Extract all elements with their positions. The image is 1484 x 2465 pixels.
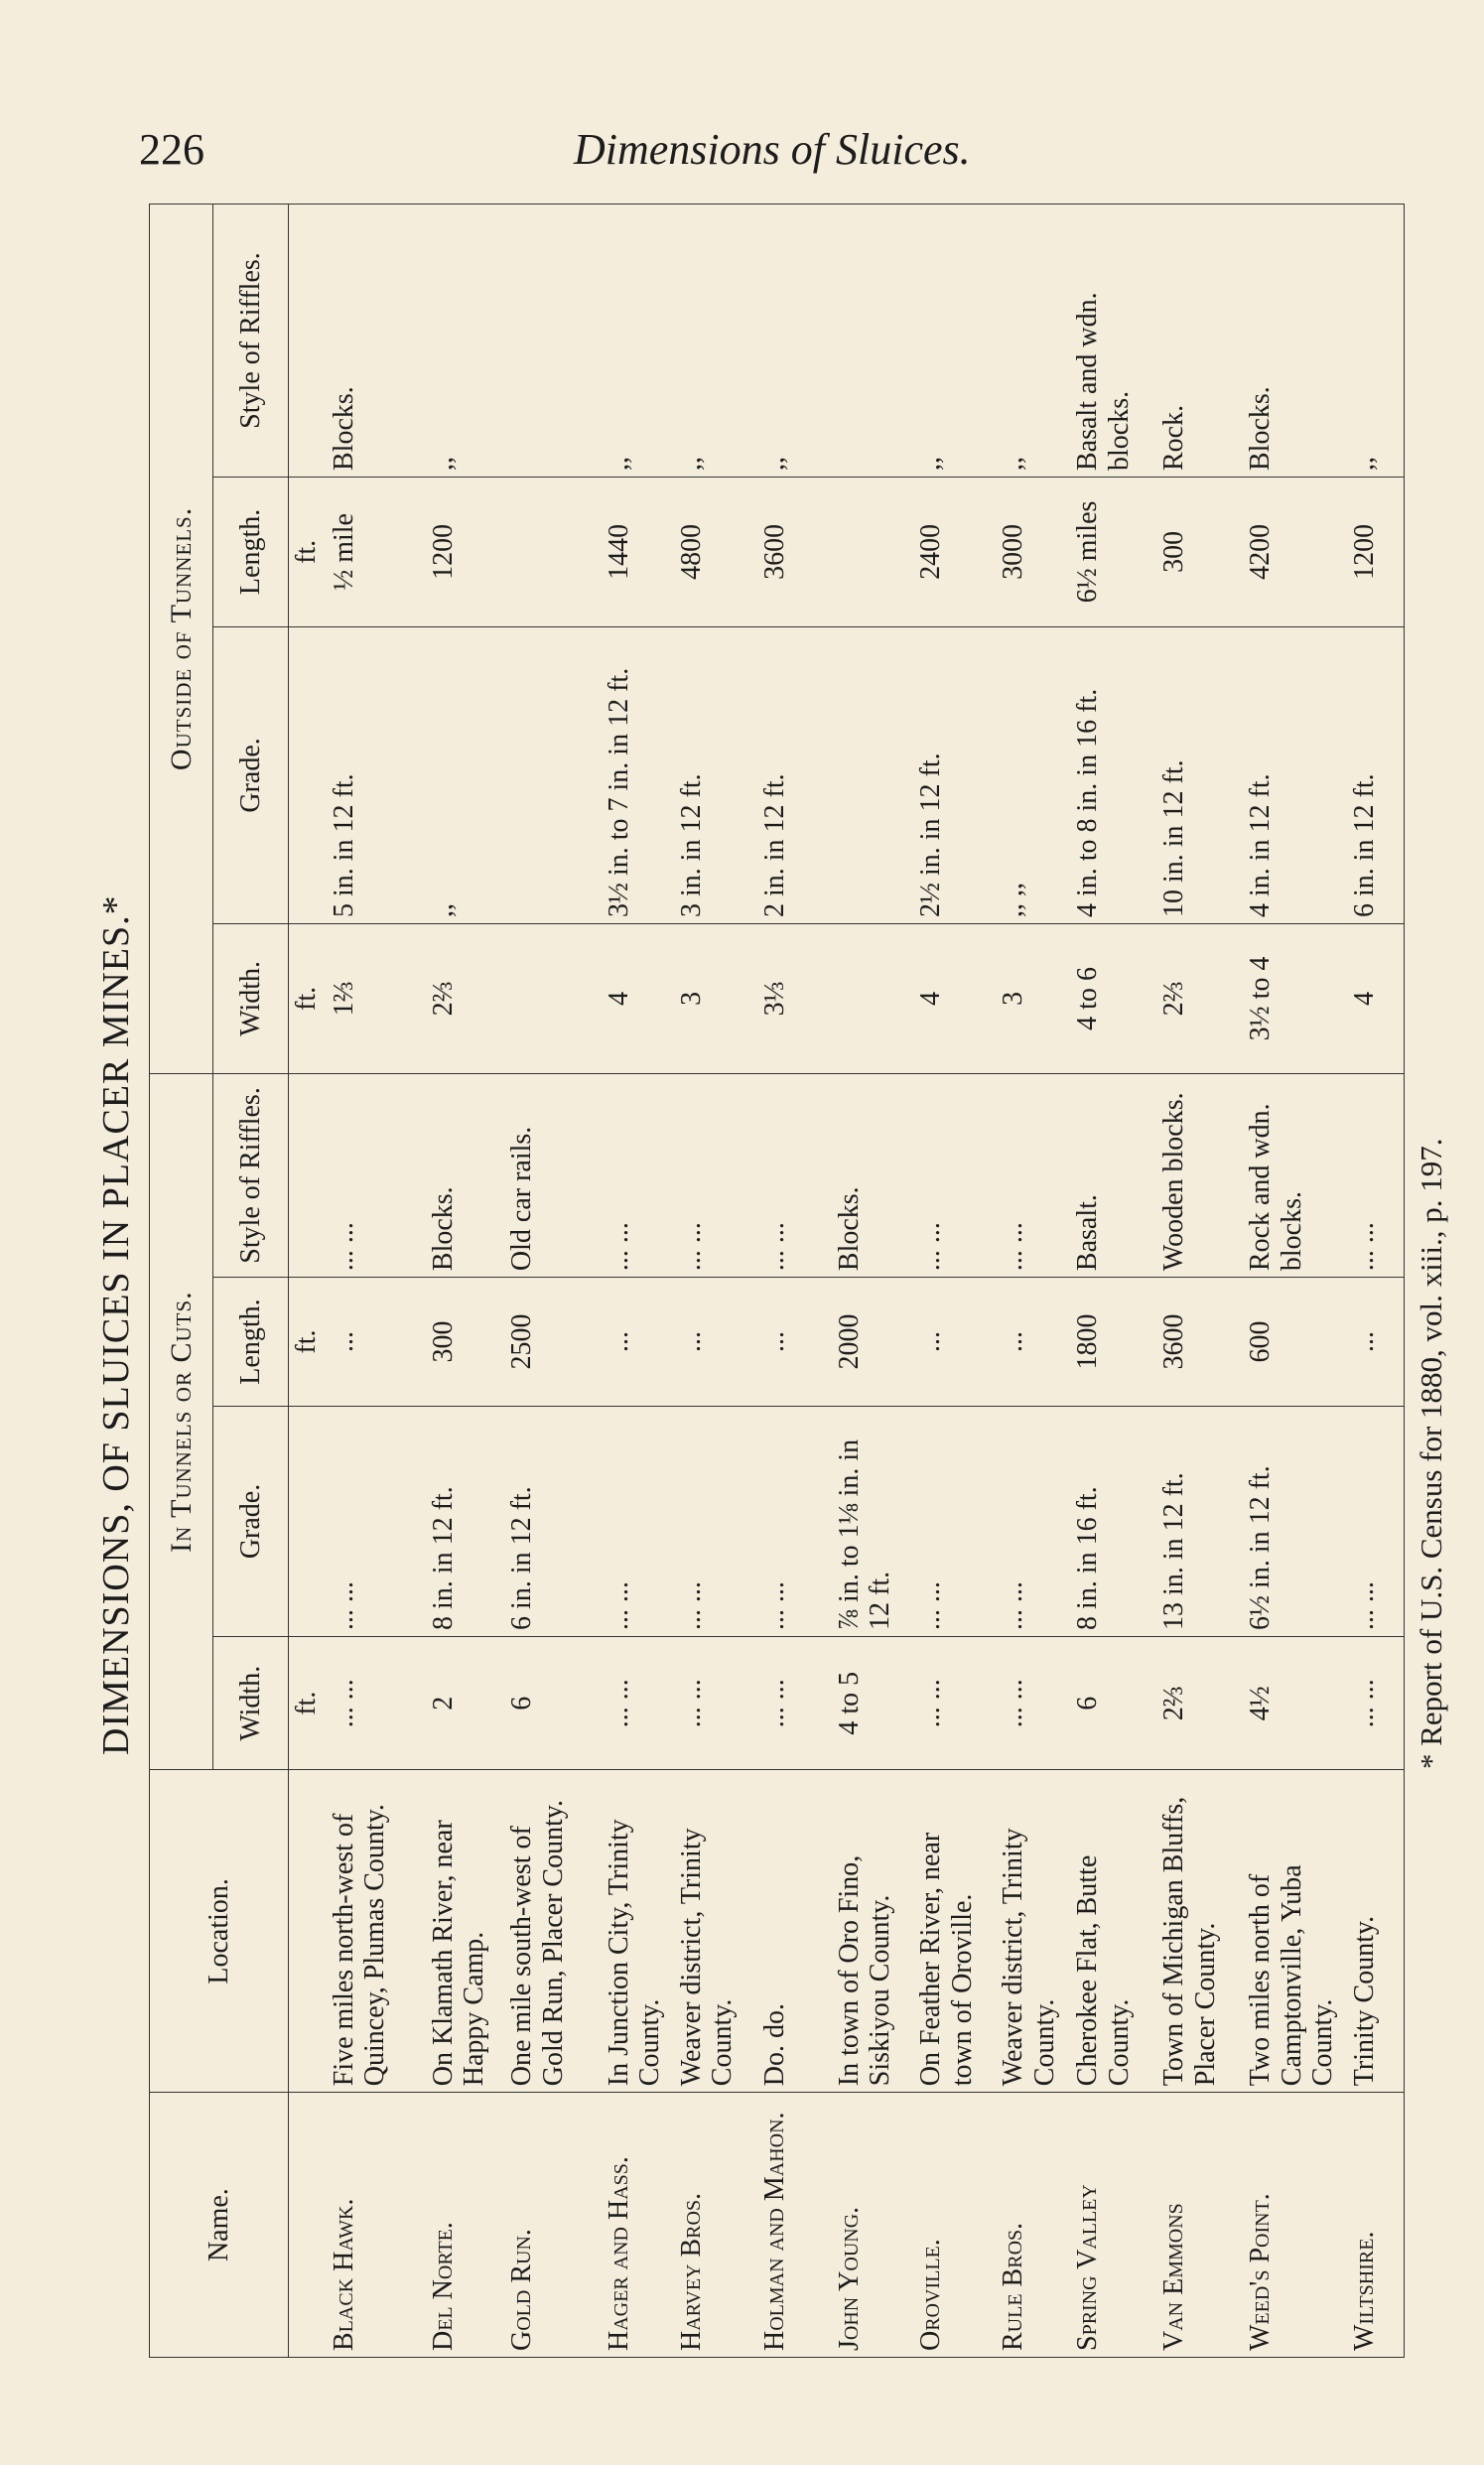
cell-location: Do. do.: [757, 1770, 832, 2093]
cell-name: John Young.: [832, 2093, 914, 2358]
cell-in-grade: ... ...: [674, 1406, 757, 1636]
cell-location: Weaver district, Trinity County.: [996, 1770, 1070, 2093]
cell-out-length: 1440: [602, 478, 674, 627]
cell-out-style: Blocks.: [1243, 205, 1347, 478]
cell-name: Rule Bros.: [996, 2093, 1070, 2358]
cell-in-grade: 8 in. in 16 ft.: [1070, 1406, 1156, 1636]
unit-empty: [289, 1073, 327, 1277]
cell-out-length: 300: [1156, 478, 1243, 627]
cell-in-length: 300: [426, 1278, 504, 1407]
cell-in-style: Blocks.: [426, 1073, 504, 1277]
cell-location: On Klamath River, near Happy Camp.: [426, 1770, 504, 2093]
header-out-length: Length.: [213, 478, 289, 627]
cell-in-width: ... ...: [327, 1636, 426, 1770]
units-row: [289, 205, 327, 2358]
cell-in-width: 4 to 5: [832, 1636, 914, 1770]
cell-in-style: ... ...: [757, 1073, 832, 1277]
cell-in-grade: ... ...: [996, 1406, 1070, 1636]
header-group-in-tunnels: In Tunnels or Cuts.: [150, 1073, 213, 1770]
unit-ft: ft.: [289, 478, 327, 627]
cell-out-style: ,,: [757, 205, 832, 478]
cell-out-width: 4: [602, 924, 674, 1074]
cell-out-length: 4200: [1243, 478, 1347, 627]
cell-in-length: ...: [996, 1278, 1070, 1407]
cell-in-width: ... ...: [996, 1636, 1070, 1770]
cell-in-grade: ... ...: [913, 1406, 996, 1636]
cell-in-grade: 8 in. in 12 ft.: [426, 1406, 504, 1636]
cell-out-grade: 3½ in. to 7 in. in 12 ft.: [602, 626, 674, 923]
cell-in-style: Basalt.: [1070, 1073, 1156, 1277]
cell-in-grade: ... ...: [602, 1406, 674, 1636]
cell-location: Town of Michigan Bluffs, Placer County.: [1156, 1770, 1243, 2093]
cell-out-style: ,,: [996, 205, 1070, 478]
cell-in-length: ...: [674, 1278, 757, 1407]
table-row: [426, 205, 504, 2358]
cell-out-width: 2⅔: [426, 924, 504, 1074]
header-in-length: Length.: [213, 1278, 289, 1407]
cell-in-style: ... ...: [674, 1073, 757, 1277]
cell-in-grade: ⅞ in. to 1⅛ in. in 12 ft.: [832, 1406, 914, 1636]
table-row: [832, 205, 914, 2358]
table-caption: DIMENSIONS, OF SLUICES IN PLACER MINES.*: [95, 894, 137, 1755]
cell-out-width: 3⅓: [757, 924, 832, 1074]
cell-out-length: 1200: [426, 478, 504, 627]
unit-empty: [289, 2093, 327, 2358]
cell-location: One mile south-west of Gold Run, Placer County.: [504, 1770, 602, 2093]
cell-in-width: ... ...: [602, 1636, 674, 1770]
cell-in-length: 1800: [1070, 1278, 1156, 1407]
running-head: Dimensions of Sluices.: [574, 125, 971, 174]
footnote: * Report of U.S. Census for 1880, vol. xiii., p. 197.: [1414, 1138, 1448, 1769]
cell-location: In Junction City, Trinity County.: [602, 1770, 674, 2093]
cell-name: Harvey Bros.: [674, 2093, 757, 2358]
cell-out-grade: [832, 626, 914, 923]
unit-empty: [289, 1406, 327, 1636]
cell-out-length: 3600: [757, 478, 832, 627]
cell-in-width: ... ...: [757, 1636, 832, 1770]
cell-name: Oroville.: [913, 2093, 996, 2358]
cell-location: Trinity County.: [1347, 1770, 1404, 2093]
cell-in-width: 2⅔: [1156, 1636, 1243, 1770]
cell-out-width: 3: [674, 924, 757, 1074]
table-row: [602, 205, 674, 2358]
cell-in-length: ...: [1347, 1278, 1404, 1407]
cell-out-width: 4 to 6: [1070, 924, 1156, 1074]
cell-in-width: ... ...: [674, 1636, 757, 1770]
cell-in-style: ... ...: [327, 1073, 426, 1277]
cell-in-length: 3600: [1156, 1278, 1243, 1407]
table-row: [327, 205, 426, 2358]
unit-ft: ft.: [289, 924, 327, 1074]
page-number: 226: [139, 125, 204, 174]
cell-in-length: 2000: [832, 1278, 914, 1407]
table-row: [504, 205, 602, 2358]
cell-in-grade: ... ...: [327, 1406, 426, 1636]
cell-in-width: 2: [426, 1636, 504, 1770]
cell-in-length: 2500: [504, 1278, 602, 1407]
header-in-style: Style of Riffles.: [213, 1073, 289, 1277]
cell-in-length: 600: [1243, 1278, 1347, 1407]
cell-out-length: 3000: [996, 478, 1070, 627]
unit-empty: [289, 1770, 327, 2093]
cell-location: Cherokee Flat, Butte County.: [1070, 1770, 1156, 2093]
unit-ft: ft.: [289, 1278, 327, 1407]
cell-name: Holman and Mahon.: [757, 2093, 832, 2358]
cell-out-grade: 10 in. in 12 ft.: [1156, 626, 1243, 923]
table-row: [1070, 205, 1156, 2358]
cell-in-width: 6: [504, 1636, 602, 1770]
cell-in-length: ...: [757, 1278, 832, 1407]
cell-out-style: ,,: [602, 205, 674, 478]
sluice-dimensions-table: [149, 204, 1405, 2358]
cell-name: Van Emmons: [1156, 2093, 1243, 2358]
cell-out-width: 1⅔: [327, 924, 426, 1074]
cell-location: On Feather River, near town of Oroville.: [913, 1770, 996, 2093]
cell-in-style: Wooden blocks.: [1156, 1073, 1243, 1277]
cell-out-grade: 2 in. in 12 ft.: [757, 626, 832, 923]
cell-in-width: ... ...: [913, 1636, 996, 1770]
cell-out-width: 4: [913, 924, 996, 1074]
cell-in-grade: ... ...: [1347, 1406, 1404, 1636]
cell-out-style: ,,: [913, 205, 996, 478]
cell-out-grade: 4 in. to 8 in. in 16 ft.: [1070, 626, 1156, 923]
cell-out-width: 3: [996, 924, 1070, 1074]
cell-out-grade: [504, 626, 602, 923]
cell-location: Five miles north-west of Quincey, Plumas County.: [327, 1770, 426, 2093]
cell-in-width: ... ...: [1347, 1636, 1404, 1770]
cell-in-length: ...: [327, 1278, 426, 1407]
cell-in-length: ...: [913, 1278, 996, 1407]
cell-out-width: 3½ to 4: [1243, 924, 1347, 1074]
cell-out-style: Rock.: [1156, 205, 1243, 478]
cell-name: Hager and Hass.: [602, 2093, 674, 2358]
cell-out-style: ,,: [1347, 205, 1404, 478]
cell-out-length: ½ mile: [327, 478, 426, 627]
cell-in-grade: ... ...: [757, 1406, 832, 1636]
cell-out-style: Blocks.: [327, 205, 426, 478]
cell-name: Weed's Point.: [1243, 2093, 1347, 2358]
cell-out-width: 4: [1347, 924, 1404, 1074]
header-in-width: Width.: [213, 1636, 289, 1770]
header-out-width: Width.: [213, 924, 289, 1074]
table-row: [1156, 205, 1243, 2358]
cell-out-grade: ,, ,,: [996, 626, 1070, 923]
unit-empty: [289, 205, 327, 478]
header-group-outside-tunnels: Outside of Tunnels.: [150, 205, 213, 1074]
header-out-grade: Grade.: [213, 626, 289, 923]
cell-out-length: 2400: [913, 478, 996, 627]
cell-out-length: 6½ miles: [1070, 478, 1156, 627]
cell-name: Del Norte.: [426, 2093, 504, 2358]
header-name: Name.: [150, 2093, 289, 2358]
cell-out-length: 1200: [1347, 478, 1404, 627]
cell-out-grade: 2½ in. in 12 ft.: [913, 626, 996, 923]
cell-in-length: ...: [602, 1278, 674, 1407]
cell-out-width: 2⅔: [1156, 924, 1243, 1074]
cell-out-style: ,,: [426, 205, 504, 478]
cell-out-grade: 3 in. in 12 ft.: [674, 626, 757, 923]
cell-in-style: ... ...: [1347, 1073, 1404, 1277]
cell-in-width: 6: [1070, 1636, 1156, 1770]
table-row: [1243, 205, 1347, 2358]
cell-in-grade: 6½ in. in 12 ft.: [1243, 1406, 1347, 1636]
header-in-grade: Grade.: [213, 1406, 289, 1636]
table-row: [757, 205, 832, 2358]
cell-location: Weaver district, Trinity County.: [674, 1770, 757, 2093]
cell-out-grade: 5 in. in 12 ft.: [327, 626, 426, 923]
cell-name: Spring Valley: [1070, 2093, 1156, 2358]
cell-name: Black Hawk.: [327, 2093, 426, 2358]
cell-out-length: [832, 478, 914, 627]
table-row: [1347, 205, 1404, 2358]
table-row: [996, 205, 1070, 2358]
cell-out-style: ,,: [674, 205, 757, 478]
header-out-style: Style of Riffles.: [213, 205, 289, 478]
cell-in-style: Blocks.: [832, 1073, 914, 1277]
cell-out-style: Basalt and wdn. blocks.: [1070, 205, 1156, 478]
cell-location: In town of Oro Fino, Siskiyou County.: [832, 1770, 914, 2093]
cell-out-width: [832, 924, 914, 1074]
cell-in-style: ... ...: [996, 1073, 1070, 1277]
header-location: Location.: [150, 1770, 289, 2093]
cell-in-width: 4½: [1243, 1636, 1347, 1770]
unit-ft: ft.: [289, 1636, 327, 1770]
cell-in-style: Old car rails.: [504, 1073, 602, 1277]
cell-out-grade: 6 in. in 12 ft.: [1347, 626, 1404, 923]
cell-location: Two miles north of Camptonville, Yuba County.: [1243, 1770, 1347, 2093]
cell-out-length: [504, 478, 602, 627]
cell-in-style: ... ...: [602, 1073, 674, 1277]
cell-out-style: [832, 205, 914, 478]
cell-out-width: [504, 924, 602, 1074]
table-row: [674, 205, 757, 2358]
cell-out-grade: ,,: [426, 626, 504, 923]
cell-in-style: Rock and wdn. blocks.: [1243, 1073, 1347, 1277]
cell-in-grade: 13 in. in 12 ft.: [1156, 1406, 1243, 1636]
table-row: [913, 205, 996, 2358]
cell-out-grade: 4 in. in 12 ft.: [1243, 626, 1347, 923]
cell-in-style: ... ...: [913, 1073, 996, 1277]
cell-in-grade: 6 in. in 12 ft.: [504, 1406, 602, 1636]
cell-out-length: 4800: [674, 478, 757, 627]
cell-name: Wiltshire.: [1347, 2093, 1404, 2358]
cell-out-style: [504, 205, 602, 478]
unit-empty: [289, 626, 327, 923]
cell-name: Gold Run.: [504, 2093, 602, 2358]
